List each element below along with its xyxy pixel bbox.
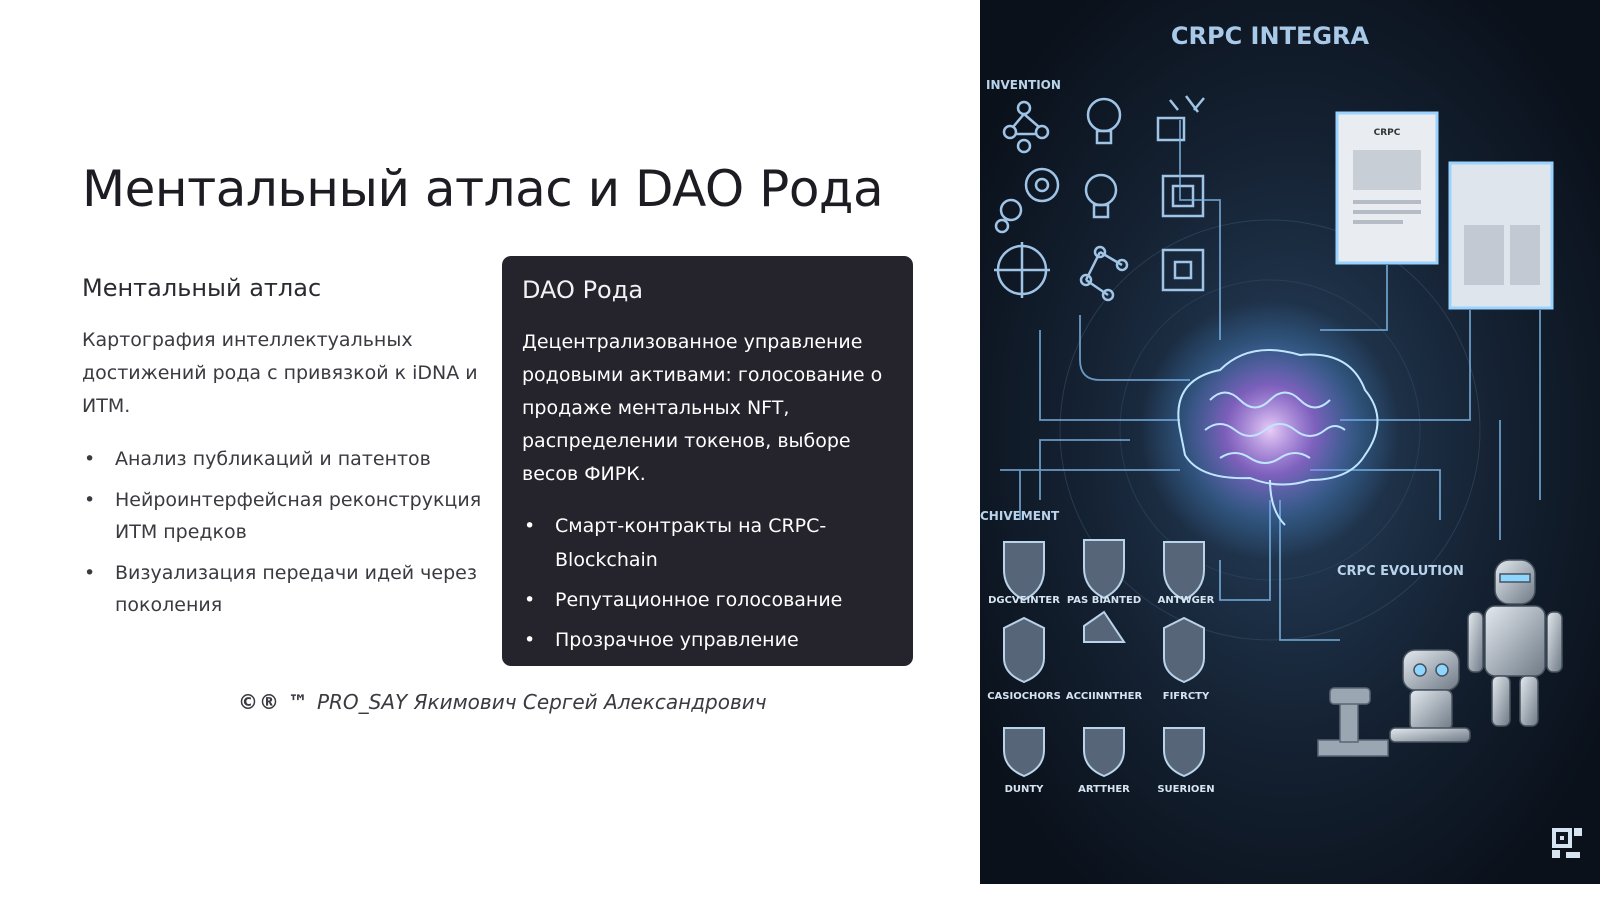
author-name: PRO_SAY Якимович Сергей Александрович [316,690,767,714]
badge-label: CASIOCHORS [987,691,1061,702]
copyright-marks: ©® ™ [238,690,309,714]
badge-label: FIFRCTY [1162,691,1210,702]
slide-title: Ментальный атлас и DAO Рода [82,160,884,218]
mental-atlas-list [82,443,482,621]
list-item: • Смарт-контракты на CRPC-Blockchain [522,509,893,577]
badge-label: ARTTHER [1078,784,1130,795]
poster-illustration [980,0,1600,884]
dao-list [522,509,893,691]
poster-section-achievement: CHIVEMENT [980,509,1060,523]
list-item: • Анализ публикаций и патентов [82,443,482,475]
badge-label: DGCVEINTER [988,595,1060,606]
dao-heading: DAO Рода [522,276,644,304]
poster-section-invention: INVENTION [986,78,1061,92]
badge-label: PAS BIANTED [1066,595,1142,606]
badge-label: DUNTY [1004,784,1044,795]
mental-atlas-heading: Ментальный атлас [82,274,322,302]
dao-card [502,256,913,685]
certificate-label: CRPC [1373,128,1401,138]
dao-description: Децентрализованное управление родовыми активами: голосование о продаже ментальных NFT, распределении токенов, выборе весов ФИРК. [522,331,883,485]
poster-title: CRPC INTEGRA [1170,22,1370,50]
badge-label: ACCIINNTHER [1065,691,1143,702]
badge-label: SUERIOEN [1157,784,1215,795]
poster-section-evolution: CRPC EVOLUTION [1337,564,1464,579]
mental-atlas-section [82,274,482,630]
list-item: • Нейроинтерфейсная реконструкция ИТМ предков [82,484,482,548]
list-item: • Визуализация передачи идей через поколения [82,557,482,621]
mental-atlas-description: Картография интеллектуальных достижений рода с привязкой к iDNA и ИТМ. [82,329,478,417]
poster-image [980,0,1600,884]
list-item: • Репутационное голосование [522,583,893,617]
list-item: • Прозрачное управление активами [522,623,893,691]
badge-label: ANTWGER [1157,595,1215,606]
copyright-footer [238,690,767,714]
